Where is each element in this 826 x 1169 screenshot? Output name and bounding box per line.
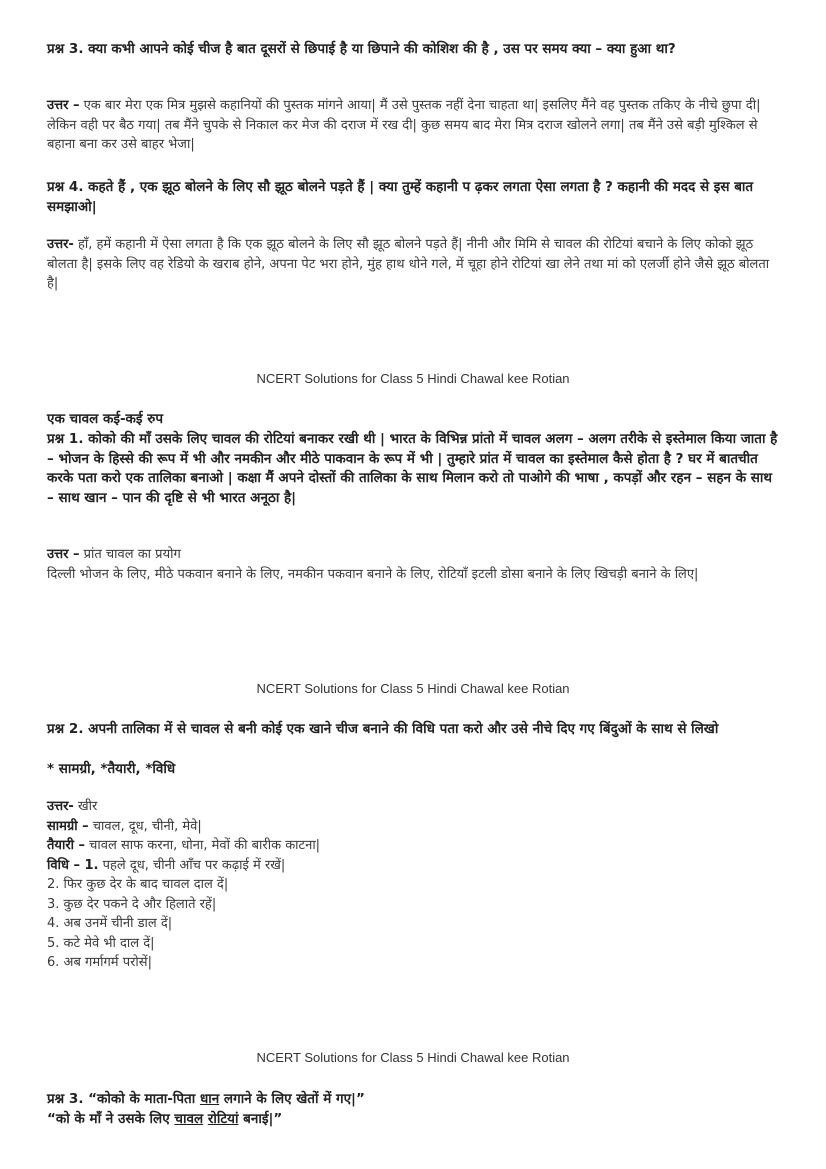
answer-label: उत्तर –	[47, 98, 80, 113]
answer-heading: खीर	[73, 799, 98, 814]
answer-label: उत्तर –	[47, 547, 80, 562]
question-1: प्रश्न 1. कोको की माँ उसके लिए चावल की रोटियां बनाकर रखी थी | भारत के विभिन्न प्रांतो में चावल अलग – अलग तरीके से इस्तेमाल किया जाता है – भोजन के हिस्से की रूप में भी और नमकीन और मीठे पाकवान के रूप में भी | तुम्हारे प्रांत में चावल का इस्तेमाल कैसे होता है ? घर में बातचीत करके पता करो एक तालिका बनाओ | कक्षा मैं अपने दोस्तों की तालिका के साथ मिलान करो तो पाओगे की भाषा , कपड़ों और रहन – सहन के साथ – साथ खान – पान की दृष्टि से भी भारत अनूठा है|	[47, 431, 778, 506]
material-line: सामग्री – चावल, दूध, चीनी, मेवे|	[47, 818, 202, 834]
question-2: प्रश्न 2. अपनी तालिका में से चावल से बनी कोई एक खाने चीज बनाने की विधि पता करो और उसे नीचे दिए गए बिंदुओं के साथ से लिखो	[47, 721, 719, 737]
answer-text: हाँ, हमें कहानी में ऐसा लगता है कि एक झूठ बोलने के लिए सौ झूठ बोलने पड़ते हैं| नीनी और मिमि से चावल की रोटियां बचाने के लिए कोको झूठ बोलता है| इसके लिए वह रेडियो के खराब होने, अपना पेट भरा होने, मुंह हाथ धोने गले, में चूहा होने रोटियां खा लेने तथा मां को एलर्जी होने जैसे झूठ बोलता है|	[47, 237, 770, 291]
answer-4	[47, 235, 782, 294]
underlined-word: धान	[199, 1091, 220, 1107]
answer-label: उत्तर-	[47, 237, 74, 252]
preparation-line: तैयारी – चावल साफ करना, धोना, मेवों की बारीक काटना|	[47, 838, 321, 853]
page-header: NCERT Solutions for Class 5 Hindi Chawal kee Rotian	[256, 1050, 570, 1065]
page-header: NCERT Solutions for Class 5 Hindi Chawal kee Rotian	[256, 371, 570, 386]
method-line: विधि – 1. पहले दूध, चीनी आँच पर कढ़ाई में रखें|	[47, 857, 286, 873]
answer-1	[47, 545, 782, 584]
answer-heading: प्रांत चावल का प्रयोग	[79, 547, 181, 562]
method-step: 2. फिर कुछ देर के बाद चावल दाल दें|	[47, 877, 229, 892]
page-header: NCERT Solutions for Class 5 Hindi Chawal kee Rotian	[256, 681, 570, 696]
question-3-quotes: प्रश्न 3. “कोको के माता-पिता धान लगाने के लिए खेतों में गए|” “को के माँ ने उसके लिए चावल रोटियां बनाई|”	[47, 1091, 365, 1127]
answer-3	[47, 96, 782, 155]
section-title: एक चावल कई-कई रुप	[47, 411, 163, 427]
method-step: 4. अब उनमें चीनी डाल दें|	[47, 916, 173, 931]
underlined-word: चावल	[174, 1110, 204, 1127]
method-step: 6. अब गर्मागर्म परोसें|	[47, 955, 152, 970]
question-3: प्रश्न 3. क्या कभी आपने कोई चीज है बात दूसरों से छिपाई है या छिपाने की कोशिश की है , उस पर समय क्या – क्या हुआ था?	[47, 41, 676, 57]
answer-text: एक बार मेरा एक मित्र मुझसे कहानियों की पुस्तक मांगने आया| मैं उसे पुस्तक नहीं देना चाहता था| इसलिए मैंने वह पुस्तक तकिए के नीचे छुपा दी| लेकिन वही पर बैठ गया| तब मैंने चुपके से निकाल कर मेज की दराज में रख दी| कुछ समय बाद मेरा मित्र दराज खोलने लगा| तब मैंने उसे बड़ी मुश्किल से बहाना बना कर उसे बाहर भेजा|	[47, 98, 761, 152]
method-step: 3. कुछ देर पकने दे और हिलाते रहें|	[47, 896, 217, 912]
underlined-word: रोटियां	[207, 1110, 239, 1127]
answer-label: उत्तर-	[47, 799, 74, 814]
answer-2	[47, 797, 782, 973]
question-2-points: * सामग्री, *तैयारी, *विधि	[47, 761, 176, 777]
question-4: प्रश्न 4. कहते हैं , एक झूठ बोलने के लिए सौ झूठ बोलने पड़ते हैं | क्या तुम्हें कहानी प ढ़कर लगता ऐसा लगता है ? कहानी की मदद से इस बात समझाओ|	[47, 179, 754, 215]
method-step: 5. कटे मेवे भी दाल दें|	[47, 935, 155, 951]
answer-text: दिल्ली भोजन के लिए, मीठे पकवान बनाने के लिए, नमकीन पकवान बनाने के लिए, रोटियाँ इटली डोसा बनाने के लिए खिचड़ी बनाने के लिए|	[47, 566, 699, 582]
